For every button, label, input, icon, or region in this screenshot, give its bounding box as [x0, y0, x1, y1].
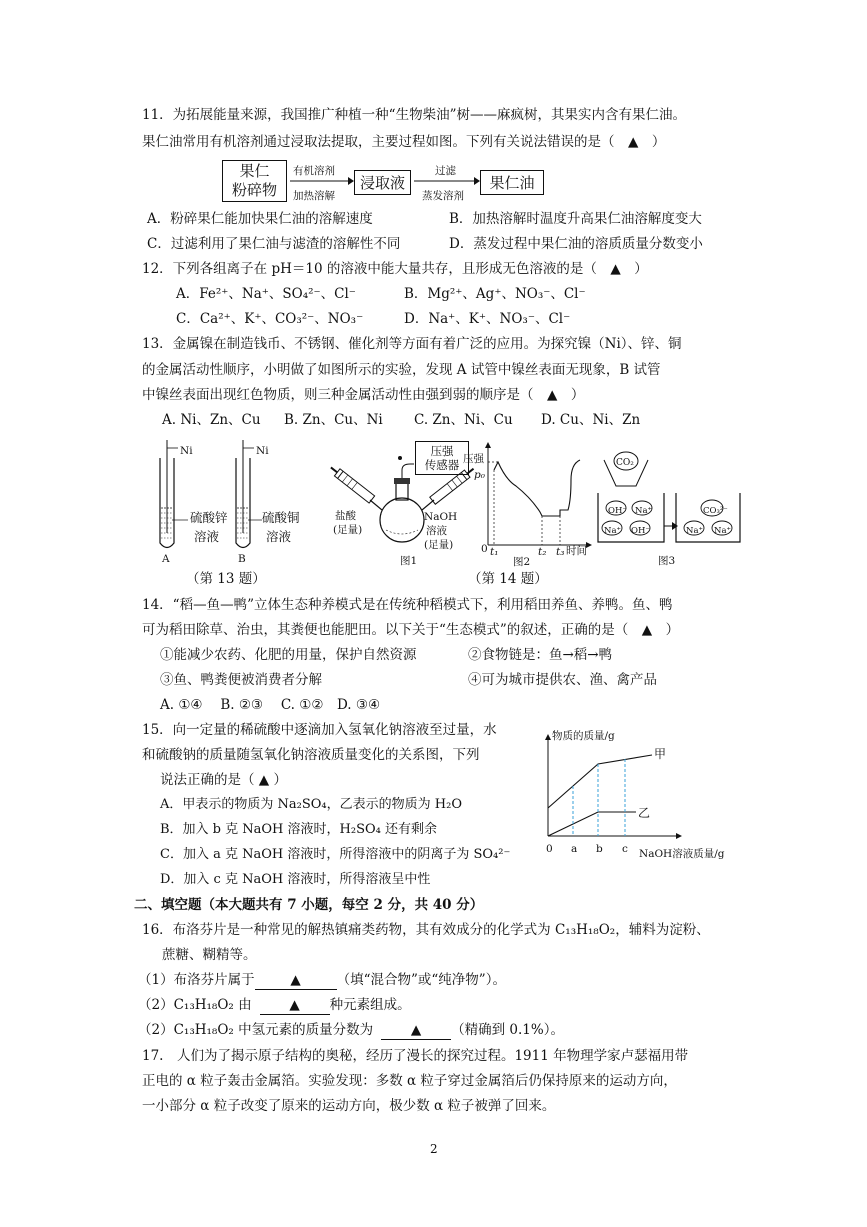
q13-option-a: A. Ni、Zn、Cu [162, 412, 261, 428]
q13-option-c: C. Zn、Ni、Cu [414, 412, 513, 428]
fig2-p0-label: p₀ [474, 469, 485, 481]
q15-stem-line3: 说法正确的是（ ▲ ） [160, 772, 287, 788]
fig3-ion-na-2: Na⁺ [604, 526, 621, 536]
q13-ni-label-a: Ni [180, 445, 193, 457]
flow-arrow1-top: 有机溶剂 [293, 165, 335, 177]
q14-statement-3: ③鱼、鸭粪便被消费者分解 [160, 672, 322, 688]
fig3-ion-na-1: Na⁺ [635, 506, 652, 516]
q15-tick-a: a [571, 843, 578, 855]
fig3-co2-label: CO₂ [616, 458, 634, 468]
q14-hcl-label-1: 盐酸 [335, 510, 356, 522]
q16-stem-line2: 蔗糖、糊精等。 [162, 947, 257, 963]
page-number: 2 [430, 1142, 438, 1156]
q17-line2: 正电的 α 粒子轰击金属箔。实验发现：多数 α 粒子穿过金属箔后仍保持原来的运动方向， [142, 1073, 677, 1089]
q15-curve-yi [548, 812, 636, 836]
pressure-sensor-box [415, 441, 469, 475]
q15-label-jia: 甲 [654, 747, 667, 761]
q15-tick-c: c [622, 843, 628, 855]
q16-part1 [138, 971, 506, 990]
q14-options: A. ①④ B. ②③ C. ①② D. ③④ [160, 697, 381, 713]
q16-part1-pre: （1）布洛芬片属于 [138, 972, 255, 988]
flow-arrow1 [288, 176, 354, 186]
fig2-x-label: 时间 [566, 545, 587, 557]
fig3-ion-oh-1: OH⁻ [608, 506, 627, 516]
q16-part3 [138, 1021, 564, 1040]
q14-stem-line1: 14．“稻—鱼—鸭”立体生态种养模式是在传统种稻模式下，利用稻田养鱼、养鸭。鱼、鸭 [142, 597, 673, 613]
q16-part2-post: 种元素组成。 [329, 997, 411, 1013]
fig2-y-label: 压强 [463, 453, 484, 465]
q14-fig1-caption: 图1 [400, 555, 418, 567]
q13-solution-a-line2: 溶液 [194, 529, 220, 544]
q13-solution-b-line1: 硫酸铜 [262, 510, 300, 525]
q15-stem-line2: 和硫酸钠的质量随氢氧化钠溶液质量变化的关系图，下列 [142, 747, 480, 763]
q12-option-a: A．Fe²⁺、Na⁺、SO₄²⁻、Cl⁻ [176, 286, 356, 302]
q17-line1: 17. 人们为了揭示原子结构的奥秘，经历了漫长的探究过程。1911 年物理学家卢瑟福用带 [142, 1048, 689, 1064]
q13-stem-line2: 的金属活动性顺序，小明做了如图所示的实验，发现 A 试管中镍丝表面无现象，B 试管 [142, 362, 661, 378]
flow-arrow2 [412, 176, 480, 186]
q15-tick-b: b [596, 843, 603, 855]
fig3-ion-oh-2: OH⁻ [631, 526, 650, 536]
q16-stem-line1: 16．布洛芬片是一种常见的解热镇痛类药物，其有效成分的化学式为 C₁₃H₁₈O₂，辅料为淀粉、 [142, 922, 710, 938]
q15-curve-jia [548, 755, 652, 808]
q16-part3-post: （精确到 0.1%）。 [451, 1022, 564, 1038]
q13-stem-line1: 13．金属镍在制造钱币、不锈钢、催化剂等方面有着广泛的应用。为探究镍（Ni）、锌、铜 [142, 336, 682, 352]
q14-fig3-caption: 图3 [658, 555, 676, 567]
q15-option-d: D．加入 c 克 NaOH 溶液时，所得溶液呈中性 [160, 872, 431, 887]
q16-part2 [138, 996, 411, 1015]
flow-arrow2-bottom: 蒸发溶剂 [422, 190, 464, 202]
q16-part3-pre: （2）C₁₃H₁₈O₂ 中氢元素的质量分数为 [138, 1022, 374, 1038]
q15-label-yi: 乙 [638, 806, 651, 820]
q15-option-a: A．甲表示的物质为 Na₂SO₄，乙表示的物质为 H₂O [160, 797, 462, 812]
q11-stem-line2: 果仁油常用有机溶剂通过浸取法提取，主要过程如图。下列有关说法错误的是（ ▲ ） [142, 134, 666, 150]
q16-part2-pre: （2）C₁₃H₁₈O₂ 由 [138, 997, 252, 1013]
flow-box-kernel-line2: 粉碎物 [231, 181, 277, 199]
q11-option-d: D．蒸发过程中果仁油的溶质质量分数变小 [449, 236, 703, 252]
q12-stem: 12．下列各组离子在 pH＝10 的溶液中能大量共存，且形成无色溶液的是（ ▲ ） [142, 261, 648, 277]
fig2-t3: t₃ [556, 546, 565, 558]
section-2-heading: 二、填空题（本大题共有 7 小题，每空 2 分，共 40 分） [134, 897, 484, 913]
q16-part3-blank[interactable]: ▲ [381, 1021, 451, 1040]
q16-part1-blank[interactable]: ▲ [255, 971, 337, 990]
q14-naoh-label-2: 溶液 [426, 525, 447, 537]
q15-x-label: NaOH溶液质量/g [639, 848, 725, 860]
q15-y-label: 物质的质量/g [552, 730, 615, 742]
flow-arrow1-bottom: 加热溶解 [293, 190, 335, 202]
q13-option-b: B. Zn、Cu、Ni [284, 412, 383, 428]
q16-part2-blank[interactable]: ▲ [260, 996, 330, 1015]
q12-option-d: D．Na⁺、K⁺、NO₃⁻、Cl⁻ [404, 311, 571, 327]
q13-test-tube-figure [150, 438, 310, 568]
q12-option-c: C．Ca²⁺、K⁺、CO₃²⁻、NO₃⁻ [176, 311, 364, 327]
q14-fig2-caption: 图2 [513, 556, 531, 568]
q13-ni-label-b: Ni [256, 445, 269, 457]
q16-part1-post: （填“混合物”或“纯净物”）。 [336, 972, 506, 988]
q14-hcl-label-2: (足量) [333, 524, 363, 536]
q13-solution-a-line1: 硫酸锌 [190, 510, 228, 525]
flow-box-kernel [222, 160, 287, 202]
q15-stem-line1: 15．向一定量的稀硫酸中逐滴加入氢氧化钠溶液至过量，水 [142, 722, 497, 738]
q13-solution-b-line2: 溶液 [266, 529, 292, 544]
flow-box-oil: 果仁油 [480, 170, 544, 195]
q11-option-a: A．粉碎果仁能加快果仁油的溶解速度 [147, 211, 373, 227]
q15-origin: 0 [546, 843, 553, 855]
q14-stem-line2: 可为稻田除草、治虫，其粪便也能肥田。以下关于“生态模式”的叙述，正确的是（ ▲ ） [142, 622, 680, 638]
q13-tube-label-b: B [238, 553, 246, 565]
q14-caption: （第 14 题） [468, 571, 548, 587]
q12-option-b: B．Mg²⁺、Ag⁺、NO₃⁻、Cl⁻ [404, 286, 586, 302]
flow-arrow2-top: 过滤 [435, 165, 456, 177]
q11-option-b: B．加热溶解时温度升高果仁油溶解度变大 [449, 211, 702, 227]
q11-stem-line1: 11．为拓展能量来源，我国推广种植一种“生物柴油”树——麻疯树，其果实内含有果仁油。 [142, 107, 686, 123]
q15-option-b: B．加入 b 克 NaOH 溶液时，H₂SO₄ 还有剩余 [160, 822, 437, 837]
fig2-t1: t₁ [490, 546, 499, 558]
fig3-ion-na-4: Na⁺ [714, 526, 731, 536]
q13-option-d: D. Cu、Ni、Zn [541, 412, 641, 428]
q13-caption: （第 13 题） [186, 571, 266, 587]
q14-naoh-label-3: (足量) [424, 539, 454, 551]
fig3-ion-na-3: Na⁺ [686, 526, 703, 536]
q11-option-c: C．过滤利用了果仁油与滤渣的溶解性不同 [147, 236, 401, 252]
pressure-sensor-line1: 压强 [430, 444, 454, 458]
q13-tube-label-a: A [162, 553, 170, 565]
q15-option-c: C．加入 a 克 NaOH 溶液时，所得溶液中的阴离子为 SO₄²⁻ [160, 847, 511, 862]
flow-box-extract: 浸取液 [354, 170, 411, 195]
q13-stem-line3: 中镍丝表面出现红色物质，则三种金属活动性由强到弱的顺序是（ ▲ ） [142, 387, 585, 403]
q14-statement-2: ②食物链是：鱼→稻→鸭 [468, 647, 613, 663]
pressure-sensor-line2: 传感器 [424, 458, 460, 472]
fig2-origin: 0 [481, 543, 488, 555]
fig2-t2: t₂ [538, 546, 547, 558]
round-flask [380, 498, 424, 542]
q14-statement-4: ④可为城市提供农、渔、禽产品 [468, 672, 657, 688]
q14-statement-1: ①能减少农药、化肥的用量，保护自然资源 [160, 647, 417, 663]
fig3-ion-co3: CO₃²⁻ [703, 506, 728, 516]
flow-box-kernel-line1: 果仁 [239, 162, 270, 180]
q17-line3: 一小部分 α 粒子改变了原来的运动方向，极少数 α 粒子被弹了回来。 [142, 1098, 556, 1114]
q14-naoh-label-1: NaOH [424, 511, 458, 523]
fig2-pressure-curve [494, 460, 580, 516]
